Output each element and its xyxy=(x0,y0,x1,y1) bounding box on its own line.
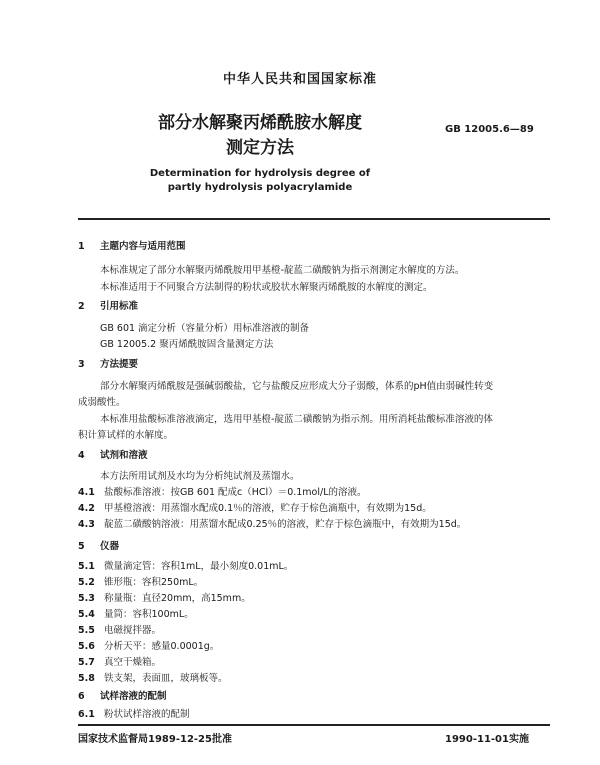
section-3-heading: 3 方法提要 xyxy=(78,359,139,370)
title-english-line2: partly hydrolysis polyacrylamide xyxy=(167,182,353,193)
section-2-heading: 2 引用标准 xyxy=(78,301,139,312)
header-divider xyxy=(78,218,550,220)
section-6-item: 6.1 粉状试样溶液的配制 xyxy=(78,709,190,720)
section-3-paragraph-2a: 本标准用盐酸标准溶液滴定，选用甲基橙-靛蓝二磺酸钠为指示剂。用所消耗盐酸标准溶液的体 xyxy=(100,414,493,425)
section-3-paragraph-2b: 积计算试样的水解度。 xyxy=(78,430,174,441)
title-chinese-line1: 部分水解聚丙烯酰胺水解度 xyxy=(158,113,362,133)
section-5-item: 5.2 锥形瓶：容积250mL。 xyxy=(78,577,204,588)
reference-gb601: GB 601 滴定分析（容量分析）用标准溶液的制备 xyxy=(100,323,310,334)
reference-gb12005-2: GB 12005.2 聚丙烯酰胺固含量测定方法 xyxy=(100,339,274,350)
section-5-item: 5.1 微量滴定管：容积1mL，最小刻度0.01mL。 xyxy=(78,561,294,572)
section-4-item: 4.1 盐酸标准溶液：按GB 601 配成c（HCl）＝0.1mol/L的溶液。 xyxy=(78,487,367,498)
section-6-heading: 6 试样溶液的配制 xyxy=(78,691,167,702)
section-5-item: 5.8 铁支架，表面皿，玻璃板等。 xyxy=(78,673,228,684)
approval-date: 国家技术监督局1989-12-25批准 xyxy=(78,734,232,745)
standard-number: GB 12005.6—89 xyxy=(445,124,534,135)
section-4-item: 4.3 靛蓝二磺酸钠溶液：用蒸馏水配成0.25％的溶液，贮存于棕色滴瓶中，有效期为15d。 xyxy=(78,519,467,530)
section-1-heading: 1 主题内容与适用范围 xyxy=(78,241,186,252)
title-english-line1: Determination for hydrolysis degree of xyxy=(149,168,371,179)
section-5-item: 5.7 真空干燥箱。 xyxy=(78,657,162,668)
section-1-paragraph-1: 本标准规定了部分水解聚丙烯酰胺用甲基橙-靛蓝二磺酸钠为指示剂测定水解度的方法。 xyxy=(100,265,465,276)
section-4-intro: 本方法所用试剂及水均为分析纯试剂及蒸馏水。 xyxy=(100,471,300,482)
section-4-heading: 4 试剂和溶液 xyxy=(78,450,148,461)
section-5-item: 5.6 分析天平：感量0.0001g。 xyxy=(78,641,220,652)
section-5-item: 5.5 电磁搅拌器。 xyxy=(78,625,162,636)
section-3-paragraph-1b: 成弱酸性。 xyxy=(78,397,126,408)
title-chinese-line2: 测定方法 xyxy=(226,138,294,158)
issuing-country-header: 中华人民共和国国家标准 xyxy=(222,72,377,87)
section-5-item: 5.4 量筒：容积100mL。 xyxy=(78,609,194,620)
section-3-paragraph-1a: 部分水解聚丙烯酰胺是强碱弱酸盐，它与盐酸反应形成大分子弱酸，体系的pH值由弱碱性转变 xyxy=(100,381,494,392)
effective-date: 1990-11-01实施 xyxy=(445,734,529,745)
section-4-item: 4.2 甲基橙溶液：用蒸馏水配成0.1％的溶液，贮存于棕色滴瓶中，有效期为15d。 xyxy=(78,503,432,514)
section-5-heading: 5 仪器 xyxy=(78,541,120,552)
footer-divider xyxy=(78,724,550,726)
section-1-paragraph-2: 本标准适用于不同聚合方法制得的粉状或胶状水解聚丙烯酰胺的水解度的测定。 xyxy=(100,282,433,293)
section-5-item: 5.3 称量瓶：直径20mm，高15mm。 xyxy=(78,593,251,604)
